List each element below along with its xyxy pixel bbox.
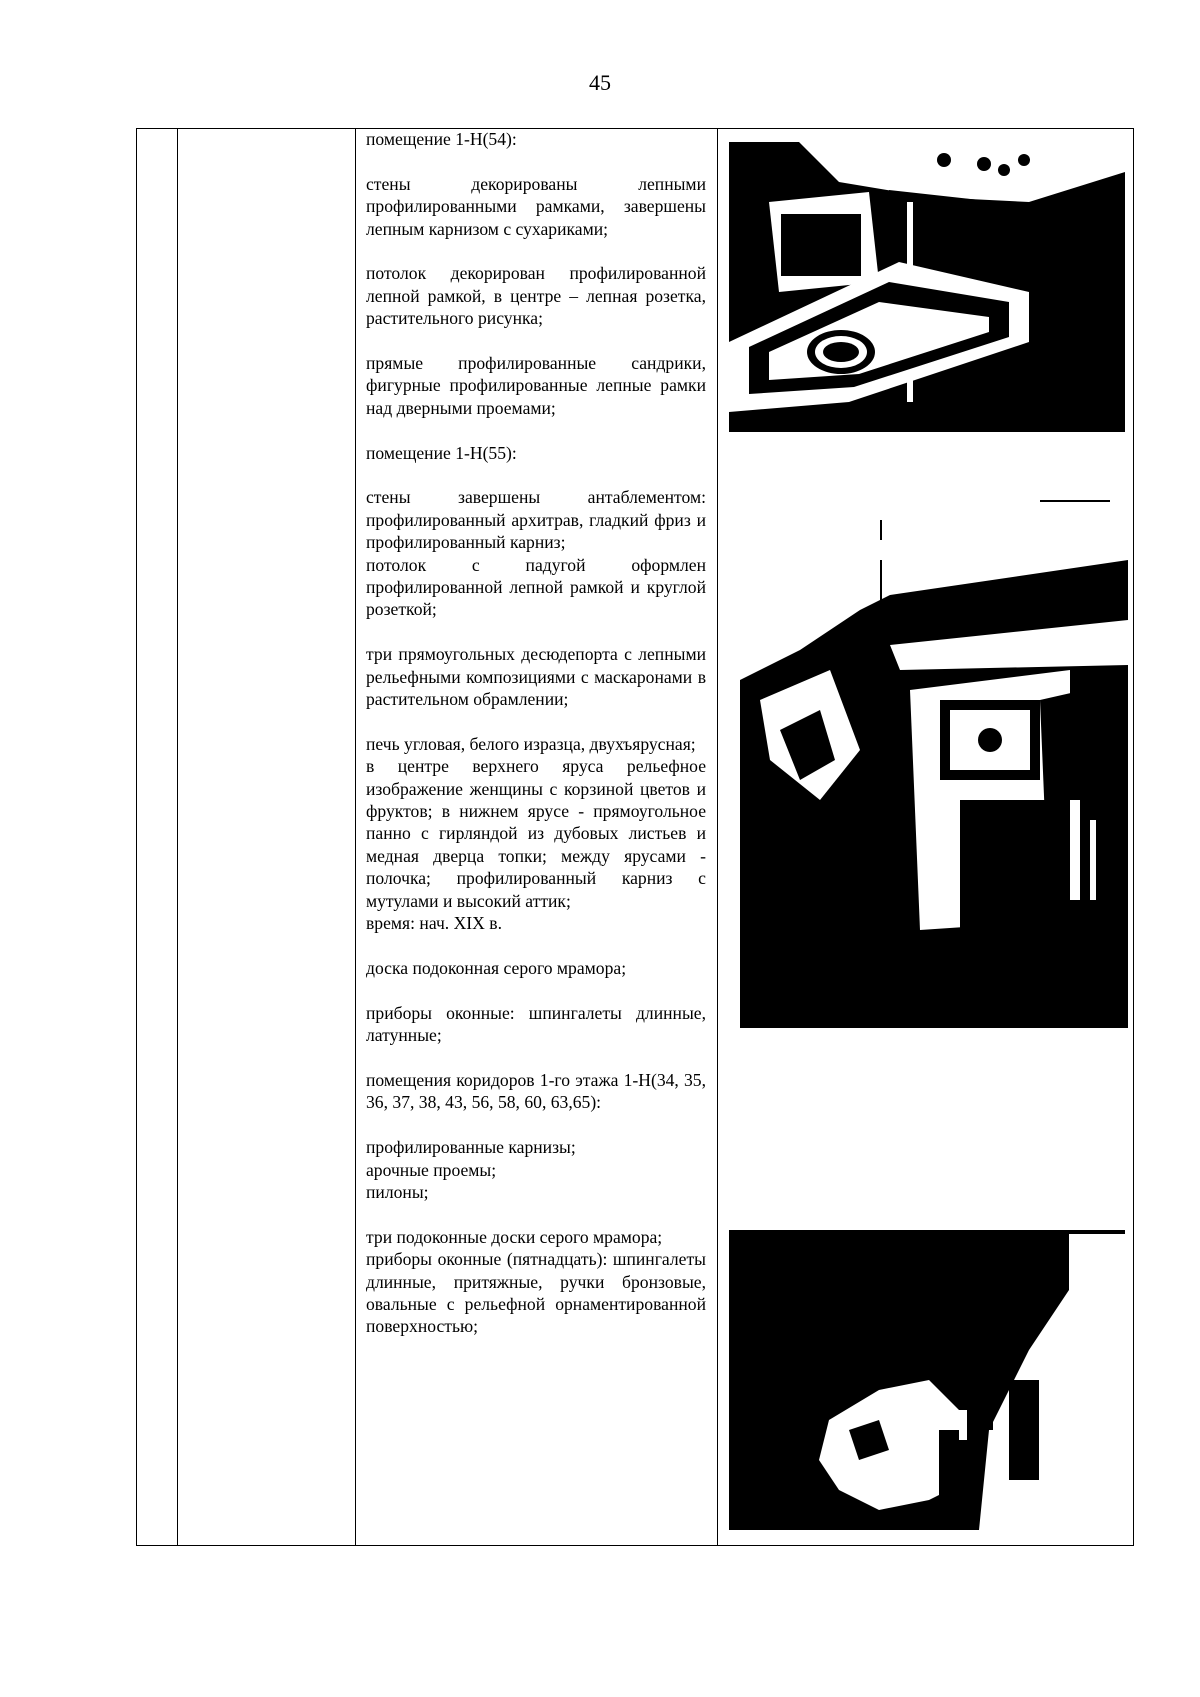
description-paragraph: потолок с падугой оформлен профилированной лепной рамкой и круглой розеткой; [366, 554, 706, 620]
description-paragraph: приборы оконные: шпингалеты длинные, латунные; [366, 1002, 706, 1046]
description-paragraph: помещение 1-Н(55): [366, 442, 517, 463]
photo-ceiling-room-54 [729, 142, 1125, 439]
photo-room-55 [740, 500, 1128, 1028]
description-paragraph: три прямоугольных десюдепорта с лепными рельефными композициями с маскаронами в растительном обрамлении; [366, 644, 706, 710]
description-paragraph: арочные проемы; [366, 1159, 497, 1180]
photo-corridor [729, 1230, 1125, 1530]
description-paragraph: время: нач. XIX в. [366, 913, 502, 934]
description-paragraph: прямые профилированные сандрики, фигурные профилированные лепные рамки над дверными проемами; [366, 353, 706, 418]
description-paragraph: стены завершены антаблементом: профилированный архитрав, гладкий фриз и профилированный карниз; [366, 487, 706, 553]
description-paragraph: потолок декорирован профилированной лепной рамкой, в центре – лепная розетка, растительного рисунка; [366, 263, 706, 329]
description-paragraph: три подоконные доски серого мрамора; [366, 1226, 663, 1247]
description-paragraph: профилированные карнизы; [366, 1137, 576, 1158]
description-paragraph: помещение 1-Н(54): [366, 129, 517, 149]
description-paragraph: помещения коридоров 1-го этажа 1-Н(34, 35, 36, 37, 38, 43, 56, 58, 60, 63,65): [366, 1069, 706, 1113]
description-paragraph: в центре верхнего яруса рельефное изображение женщины с корзиной цветов и фруктов; в нижнем ярусе - прямоугольное панно с гирляндой из дубовых листьев и медная дверца топки; между ярусами - полочка; профилированный карниз с мутулами и высокий аттик; [366, 756, 706, 911]
description-paragraph: приборы оконные (пятнадцать): шпингалеты длинные, притяжные, ручки бронзовые, овальные с рельефной орнаментированной поверхностью; [366, 1249, 706, 1337]
description-paragraph: доска подоконная серого мрамора; [366, 957, 627, 978]
page-number: 45 [589, 70, 611, 95]
description-paragraph: печь угловая, белого изразца, двухъярусная; [366, 733, 696, 754]
description-paragraph: стены декорированы лепными профилированными рамками, завершены лепным карнизом с сухариками; [366, 173, 706, 239]
description-column [366, 128, 706, 1338]
description-paragraph: пилоны; [366, 1181, 429, 1202]
